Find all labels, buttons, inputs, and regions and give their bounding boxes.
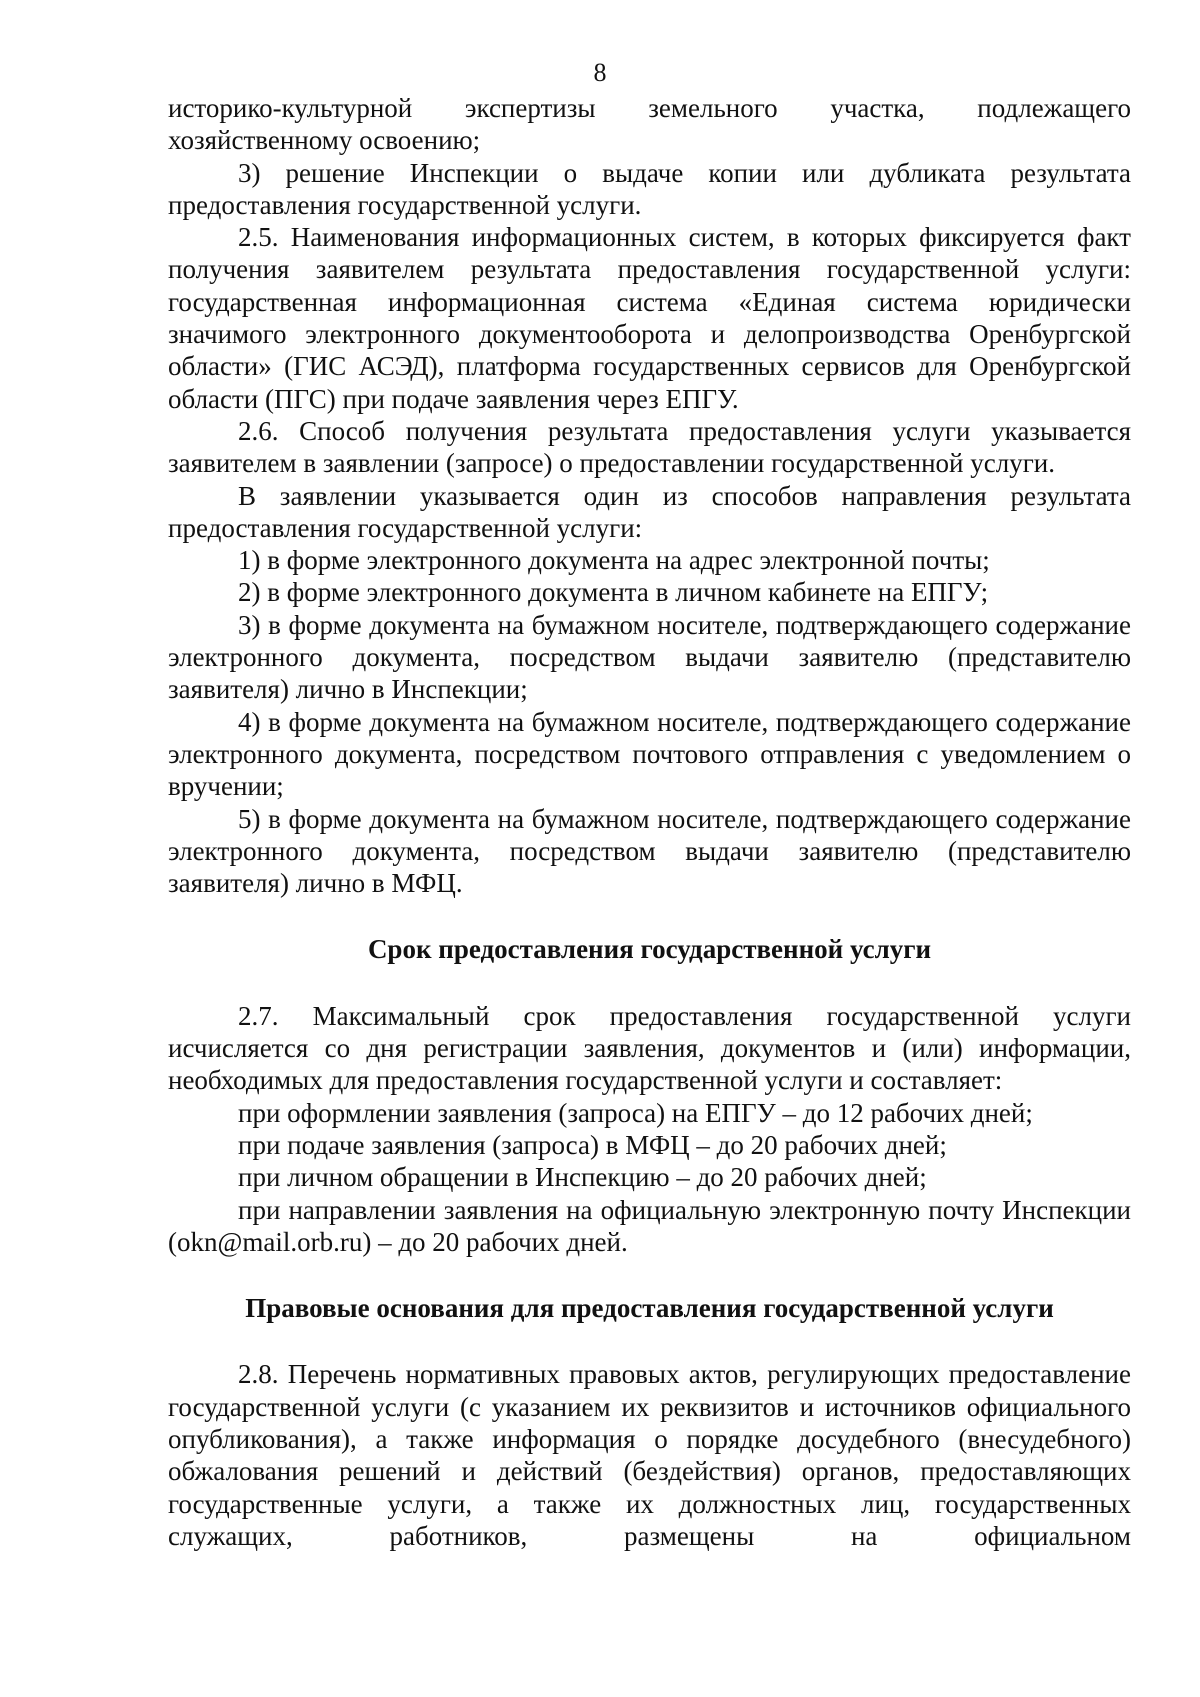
list-item: 4) в форме документа на бумажном носителе, подтверждающего содержание электронного документа, посредством почтового отправления с уведомлением о вручении; bbox=[168, 706, 1131, 802]
paragraph: 2.8. Перечень нормативных правовых актов, регулирующих предоставление государственной услуги (с указанием их реквизитов и источников официального опубликования), а также информация о порядке досудебного (внесудебного) обжалования решений и действий (бездействия) органов, предоставляющих государственные услуги, а также их должностных лиц, государственных служащих, работников, размещены на официальном bbox=[168, 1359, 1131, 1551]
list-item: при личном обращении в Инспекцию – до 20 рабочих дней; bbox=[238, 1162, 927, 1193]
list-item: при направлении заявления на официальную электронную почту Инспекции (okn@mail.orb.ru) – до 20 рабочих дней. bbox=[168, 1194, 1131, 1257]
list-item: 1) в форме электронного документа на адрес электронной почты; bbox=[238, 545, 990, 576]
list-item: 5) в форме документа на бумажном носителе, подтверждающего содержание электронного документа, посредством выдачи заявителю (представителю заявителя) лично в МФЦ. bbox=[168, 803, 1131, 899]
section-heading-term: Срок предоставления государственной услуги bbox=[367, 934, 932, 965]
list-item: при подаче заявления (запроса) в МФЦ – до 20 рабочих дней; bbox=[238, 1129, 947, 1160]
paragraph: 2.7. Максимальный срок предоставления государственной услуги исчисляется со дня регистрации заявления, документов и (или) информации, необходимых для предоставления государственной услуги и составляет: bbox=[168, 1000, 1131, 1096]
paragraph: 2.6. Способ получения результата предоставления услуги указывается заявителем в заявлении (запросе) о предоставлении государственной услуги. bbox=[168, 415, 1131, 479]
list-item: при оформлении заявления (запроса) на ЕПГУ – до 12 рабочих дней; bbox=[238, 1097, 1033, 1128]
paragraph: 2.5. Наименования информационных систем, в которых фиксируется факт получения заявителем результата предоставления государственной услуги: государственная информационная система «Единая система юридически значимого электронного документооборота и делопроизводства Оренбургской области» (ГИС АСЭД), платформа государственных сервисов для Оренбургской области (ПГС) при подаче заявления через ЕПГУ. bbox=[168, 222, 1131, 414]
page-number: 8 bbox=[593, 58, 607, 87]
paragraph: историко-культурной экспертизы земельного участка, подлежащего хозяйственному освоению; bbox=[168, 93, 1131, 156]
paragraph: В заявлении указывается один из способов направления результата предоставления государственной услуги: bbox=[168, 480, 1131, 543]
section-heading-legal: Правовые основания для предоставления государственной услуги bbox=[245, 1293, 1054, 1324]
paragraph: 3) решение Инспекции о выдаче копии или дубликата результата предоставления государственной услуги. bbox=[168, 157, 1131, 220]
list-item: 3) в форме документа на бумажном носителе, подтверждающего содержание электронного документа, посредством выдачи заявителю (представителю заявителя) лично в Инспекции; bbox=[168, 609, 1131, 705]
list-item: 2) в форме электронного документа в личном кабинете на ЕПГУ; bbox=[238, 577, 989, 608]
document-body bbox=[168, 92, 1131, 1552]
